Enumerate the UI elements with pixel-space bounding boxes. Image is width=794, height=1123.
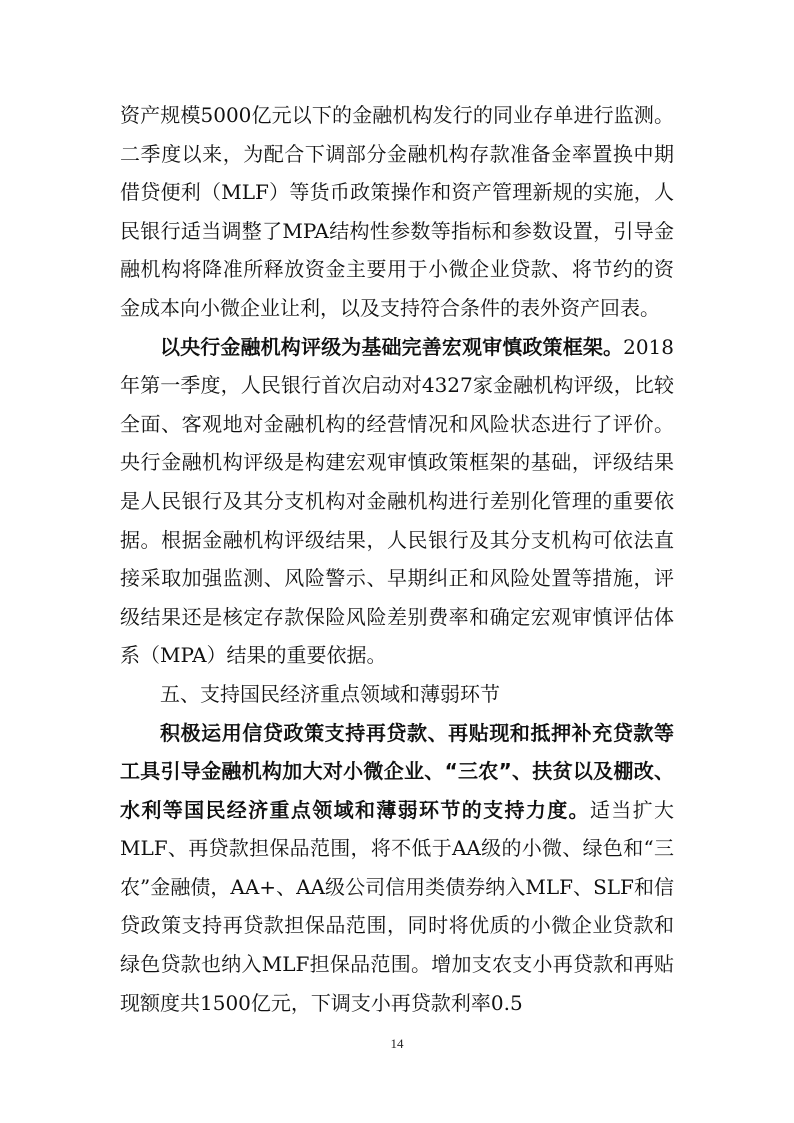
document-body (120, 96, 674, 1022)
page-number: 14 (390, 1036, 404, 1051)
paragraph-credit-policy-text: 适当扩大MLF、再贷款担保品范围，将不低于AA级的小微、绿色和“三农”金融债，AA+、AA级公司信用类债券纳入MLF、SLF和信贷政策支持再贷款担保品范围，同时将优质的小微企业贷款和绿色贷款也纳入MLF担保品范围。增加支农支小再贷款和再贴现额度共1500亿元，下调支小再贷款利率0.5 (120, 797, 675, 1015)
paragraph-central-bank-rating (120, 328, 674, 675)
paragraph-lead-rating: 以央行金融机构评级为基础完善宏观审慎政策框架。 (160, 334, 624, 359)
paragraph-lead-credit-policy: 积极运用信贷政策支持再贷款、再贴现和抵押补充贷款等工具引导金融机构加大对小微企业、“三农”、扶贫以及棚改、水利等国民经济重点领域和薄弱环节的支持力度。 (120, 720, 674, 822)
paragraph-rating-text: 2018年第一季度，人民银行首次启动对4327家金融机构评级，比较全面、客观地对金融机构的经营情况和风险状态进行了评价。央行金融机构评级是构建宏观审慎政策框架的基础，评级结果是人民银行及其分支机构对金融机构进行差别化管理的重要依据。根据金融机构评级结果，人民银行及其分支机构可依法直接采取加强监测、风险警示、早期纠正和风险处置等措施，评级结果还是核定存款保险风险差别费率和确定宏观审慎评估体系（MPA）结果的重要依据。 (120, 334, 674, 668)
paragraph-mpa-monitoring: 资产规模5000亿元以下的金融机构发行的同业存单进行监测。二季度以来，为配合下调部分金融机构存款准备金率置换中期借贷便利（MLF）等货币政策操作和资产管理新规的实施，人民银行适当调整了MPA结构性参数等指标和参数设置，引导金融机构将降准所释放资金主要用于小微企业贷款、将节约的资金成本向小微企业让利，以及支持符合条件的表外资产回表。 (120, 103, 674, 320)
paragraph-credit-policy (120, 714, 674, 1023)
section-heading-five: 五、支持国民经济重点领域和薄弱环节 (160, 681, 500, 706)
